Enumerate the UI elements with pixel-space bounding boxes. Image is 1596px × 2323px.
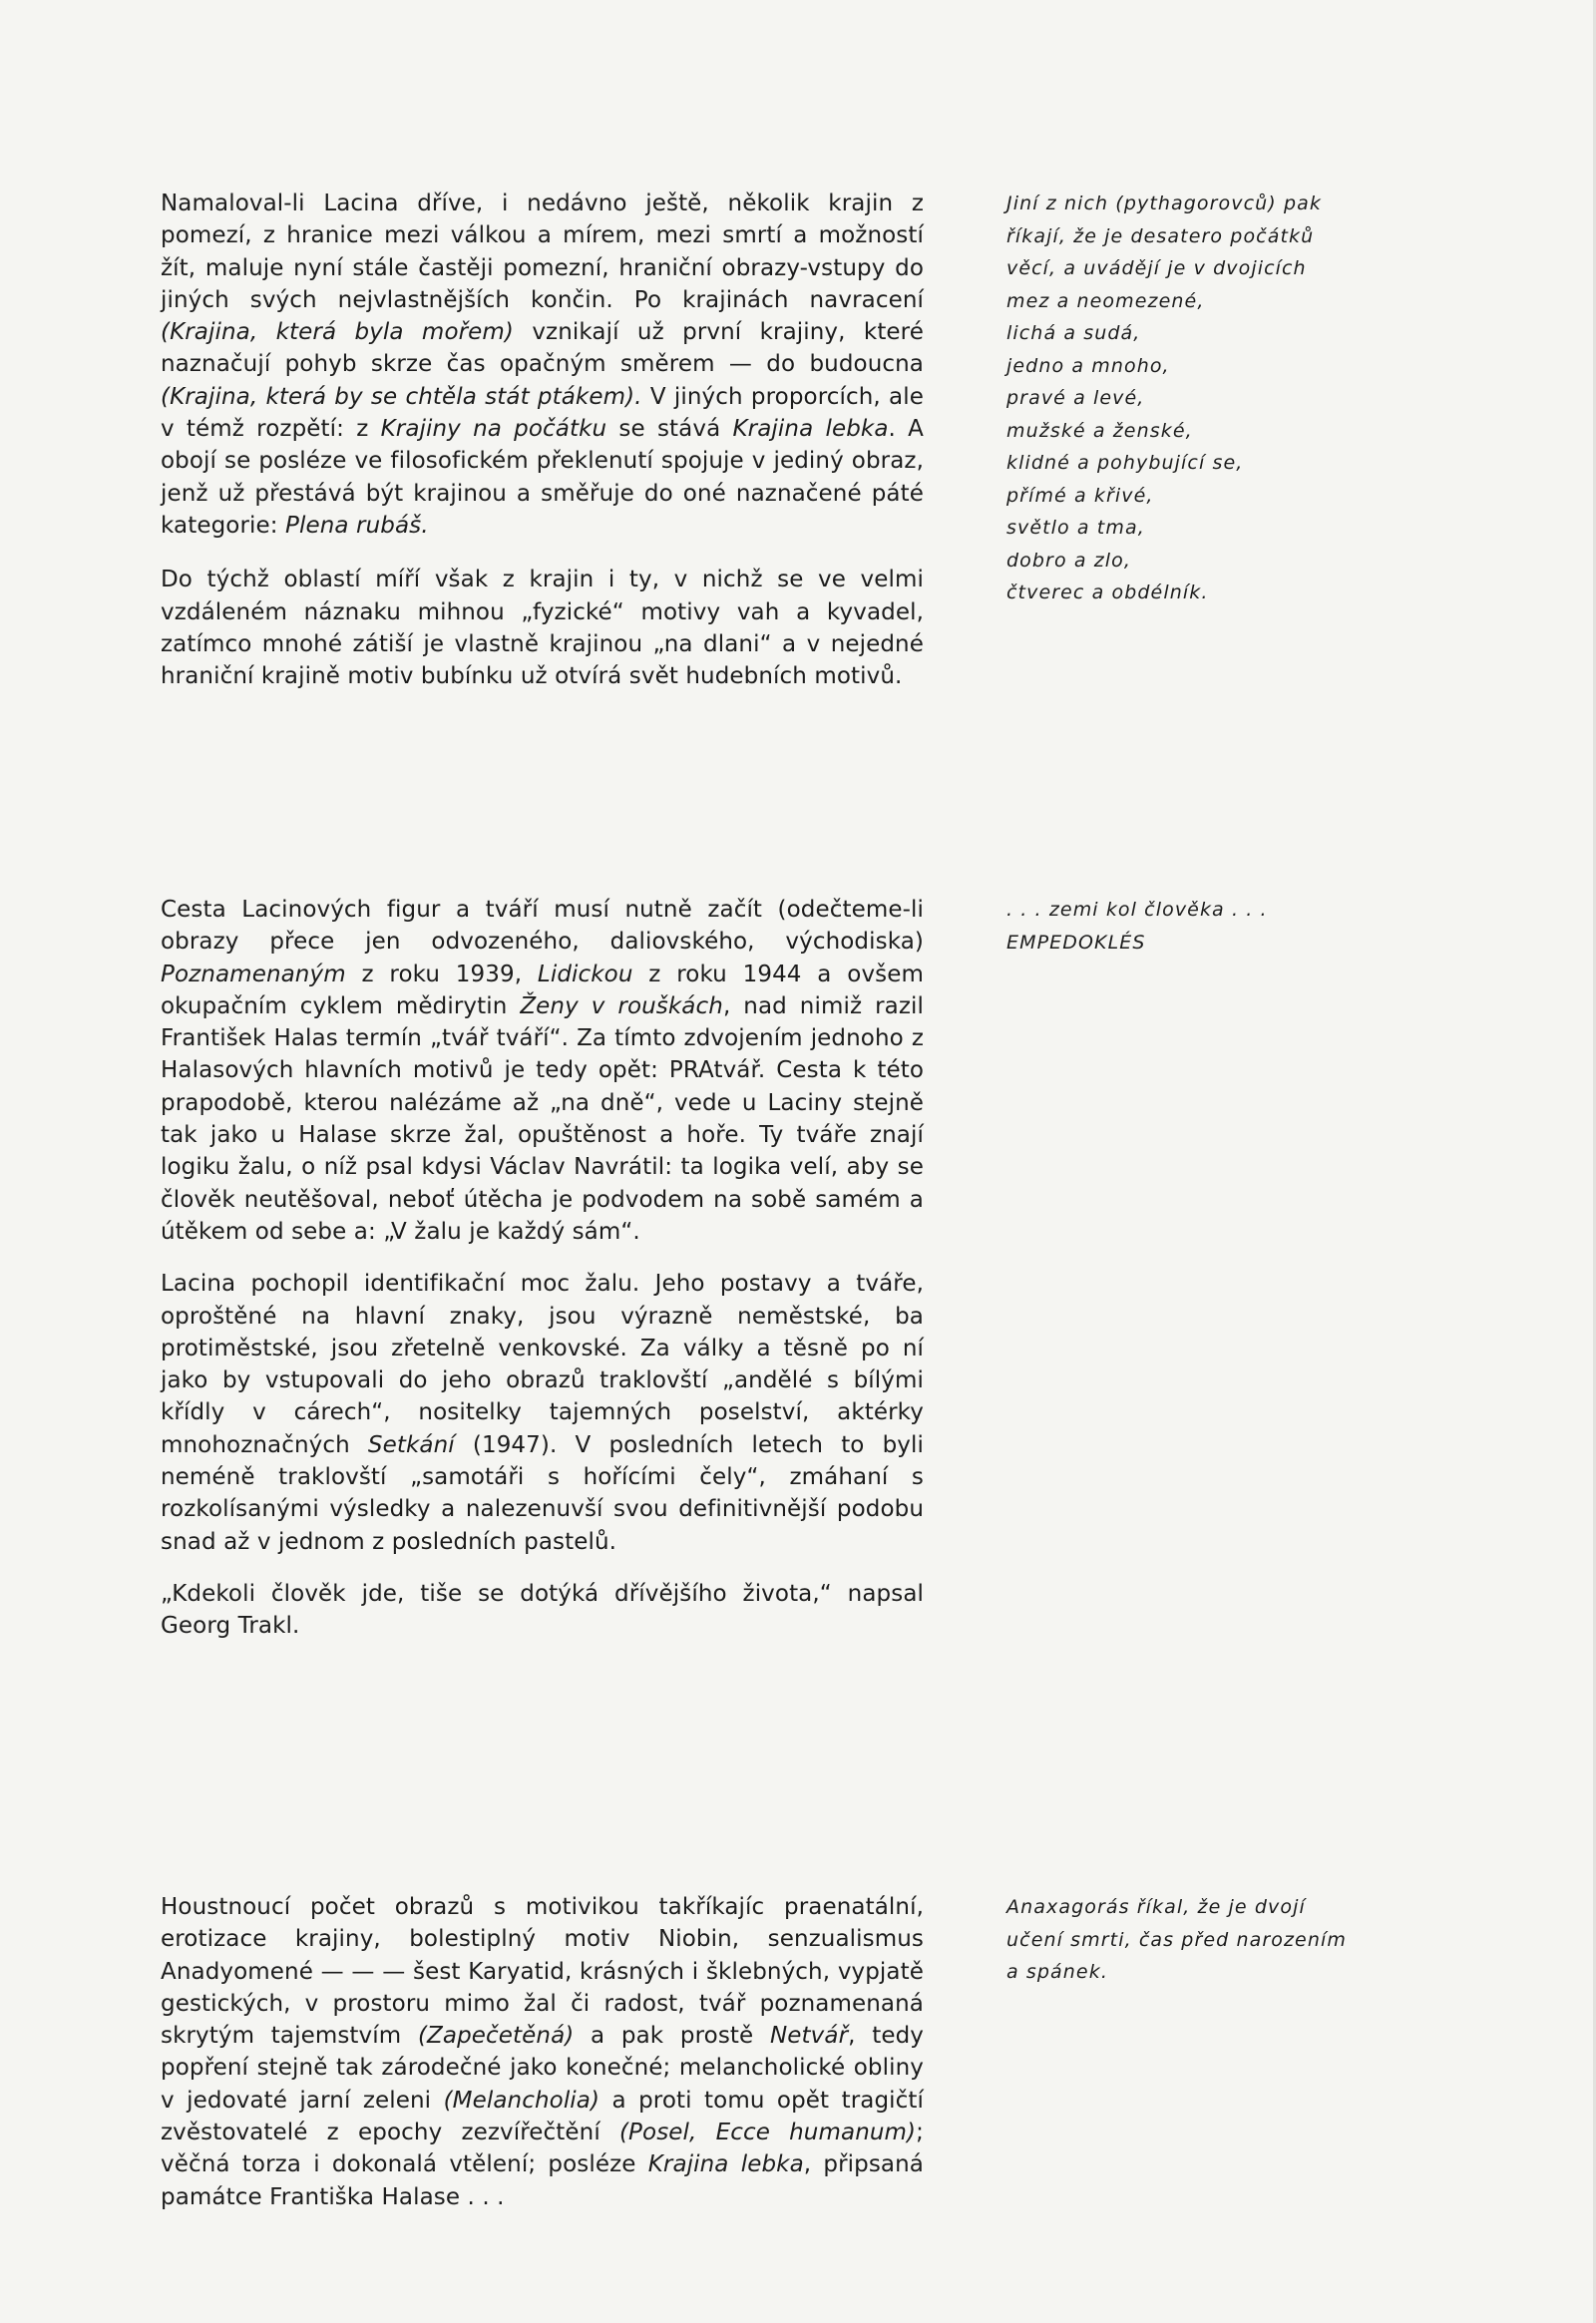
text-run: se stává <box>606 416 733 443</box>
text-run: , nad nimiž razil František Halas termín „tvář tváří“. Za tímto zdvojením jednoho z Halasových hlavních motivů je tedy opět: PRAtvář. Cesta k této prapodobě, kterou nalézáme až „na dně“, vede u Laciny stejně tak jako u Halase skrze žal, opuštěnost a hoře. Ty tváře znají logiku žalu, o níž psal kdysi Václav Navrátil: ta logika velí, aby se člověk neutěšoval, neboť útěcha je podvodem na sobě samém a útěkem od sebe a: „V žalu je každý sám“. <box>161 992 924 1245</box>
sidenote-pythagoreans <box>1006 188 1415 609</box>
text-run: , připsaná památce Františka Halase . . . <box>161 2151 924 2210</box>
text-run: (1947). V posledních letech to byli neméně traklovští „samotáři s hořícími čely“, zmáhaní s rozkolísanými výsledky a nalezenuvší svou definitivnější podobu snad až v jednom z posledních pastelů. <box>161 1431 924 1555</box>
paragraph <box>161 1891 924 2213</box>
text-run: „Kdekoli člověk jde, tiše se dotýká dřívějšího života,“ napsal Georg Trakl. <box>161 1580 924 1640</box>
sidenote-line: světlo a tma, <box>1006 517 1145 539</box>
italic-title-run: Krajina lebka <box>732 416 889 443</box>
italic-title-run: (Krajina, která by se chtěla stát ptákem). <box>161 383 642 410</box>
italic-title-run: Krajiny na počátku <box>380 416 607 443</box>
sidenote-line: pravé a levé, <box>1006 387 1145 409</box>
paragraph <box>161 1268 924 1558</box>
sidenote-line: přímé a křivé, <box>1006 484 1154 507</box>
text-run: a pak prostě <box>574 2023 770 2050</box>
sidenote-anaxagoras <box>1006 1891 1415 1989</box>
text-run: z roku 1939, <box>345 961 538 987</box>
italic-title-run: Krajina lebka <box>647 2151 804 2178</box>
paragraph <box>161 894 924 1248</box>
italic-title-run: (Krajina, která byla mořem) <box>161 319 514 346</box>
sidenote-empedocles <box>1006 894 1415 959</box>
text-run: V jiných proporcích, ale v témž rozpětí: z <box>161 383 924 443</box>
sidenote-line: čtverec a obdélník. <box>1006 581 1209 603</box>
italic-title-run: (Posel, Ecce humanum) <box>618 2120 917 2146</box>
italic-title-run: (Zapečetěná) <box>417 2023 575 2050</box>
sidenote-line: a spánek. <box>1006 1961 1108 1983</box>
paragraph <box>161 1578 924 1643</box>
text-run: . A obojí se posléze ve filosofickém překlenutí spojuje v jediný obraz, jenž už přestává být krajinou a směřuje do oné naznačené páté kategorie: <box>161 416 925 539</box>
italic-title-run: Setkání <box>367 1431 455 1458</box>
text-run: Namaloval-li Lacina dříve, i nedávno ještě, několik krajin z pomezí, z hranice mezi válkou a mírem, mezi smrtí a možností žít, maluje nyní stále častěji pomezní, hraniční obrazy-vstupy do jiných svých nejvlastnějších končin. Po krajinách navracení <box>161 191 924 313</box>
main-text-section-1 <box>161 188 924 710</box>
text-run: Lacina pochopil identifikační moc žalu. Jeho postavy a tváře, oproštěné na hlavní znaky, jsou výrazně neměstské, ba protiměstské, jsou zřetelně venkovské. Za války a těsně po ní jako by vstupovali do jeho obrazů traklovští „andělé s bílými křídly v cárech“, nositelky tajemných poselství, aktérky mnohoznačných <box>161 1271 924 1458</box>
italic-title-run: Plena rubáš. <box>285 512 429 539</box>
sidenote-line: věcí, a uvádějí je v dvojicích <box>1006 257 1307 279</box>
sidenote-line: mužské a ženské, <box>1006 419 1193 442</box>
italic-title-run: Poznamenaným <box>161 961 346 987</box>
text-run: ; věčná torza i dokonalá vtělení; posléze <box>161 2120 924 2178</box>
italic-title-run: Lidickou <box>537 961 633 987</box>
sidenote-line: . . . zemi kol člověka . . . <box>1006 899 1268 921</box>
italic-title-run: (Melancholia) <box>443 2087 600 2114</box>
sidenote-line: jedno a mnoho, <box>1006 354 1170 377</box>
paragraph <box>161 564 924 692</box>
main-text-section-2 <box>161 894 924 1661</box>
main-text-section-3 <box>161 1891 924 2231</box>
sidenote-line: dobro a zlo, <box>1006 549 1132 572</box>
paragraph <box>161 188 924 542</box>
sidenote-line: Anaxagorás říkal, že je dvojí <box>1006 1896 1306 1918</box>
text-run: Houstnoucí počet obrazů s motivikou takříkajíc praenatální, erotizace krajiny, bolestiplný motiv Niobin, senzualismus Anadyomené — — — šest Karyatid, krásných i šklebných, vypjatě gestických, v prostoru mimo žal či radost, tvář poznamenaná skrytým tajemstvím <box>161 1894 924 2050</box>
sidenote-line: říkají, že je desatero počátků <box>1006 224 1315 247</box>
sidenote-line: mez a neomezené, <box>1006 289 1205 312</box>
italic-title-run: Netvář <box>769 2023 849 2050</box>
sidenote-line: Jiní z nich (pythagorovců) pak <box>1006 193 1322 214</box>
text-run: a proti tomu opět tragičtí zvěstovatelé z epochy zezvířečtění <box>161 2087 924 2146</box>
sidenote-line: klidné a pohybující se, <box>1006 452 1244 474</box>
text-run: Do týchž oblastí míří však z krajin i ty, v nichž se ve velmi vzdáleném náznaku mihnou „fyzické“ motivy vah a kyvadel, zatímco mnohé zátiší je vlastně krajinou „na dlani“ a v nejedné hraniční krajině motiv bubínku už otvírá svět hudebních motivů. <box>161 567 924 690</box>
sidenote-line: EMPEDOKLÉS <box>1006 931 1146 954</box>
sidenote-line: učení smrti, čas před narozením <box>1006 1928 1347 1951</box>
text-run: vznikají už první krajiny, které naznačují pohyb skrze čas opačným směrem — do budoucna <box>161 319 924 378</box>
text-run: Cesta Lacinových figur a tváří musí nutně začít (odečteme-li obrazy přece jen odvozeného, daliovského, východiska) <box>161 897 924 956</box>
text-run: z roku 1944 a ovšem okupačním cyklem mědirytin <box>161 961 924 1019</box>
sidenote-line: lichá a sudá, <box>1006 322 1141 344</box>
italic-title-run: Ženy v rouškách <box>520 992 723 1019</box>
text-run: , tedy popření stejně tak zárodečné jako konečné; melancholické obliny v jedovaté jarní zeleni <box>161 2023 925 2114</box>
